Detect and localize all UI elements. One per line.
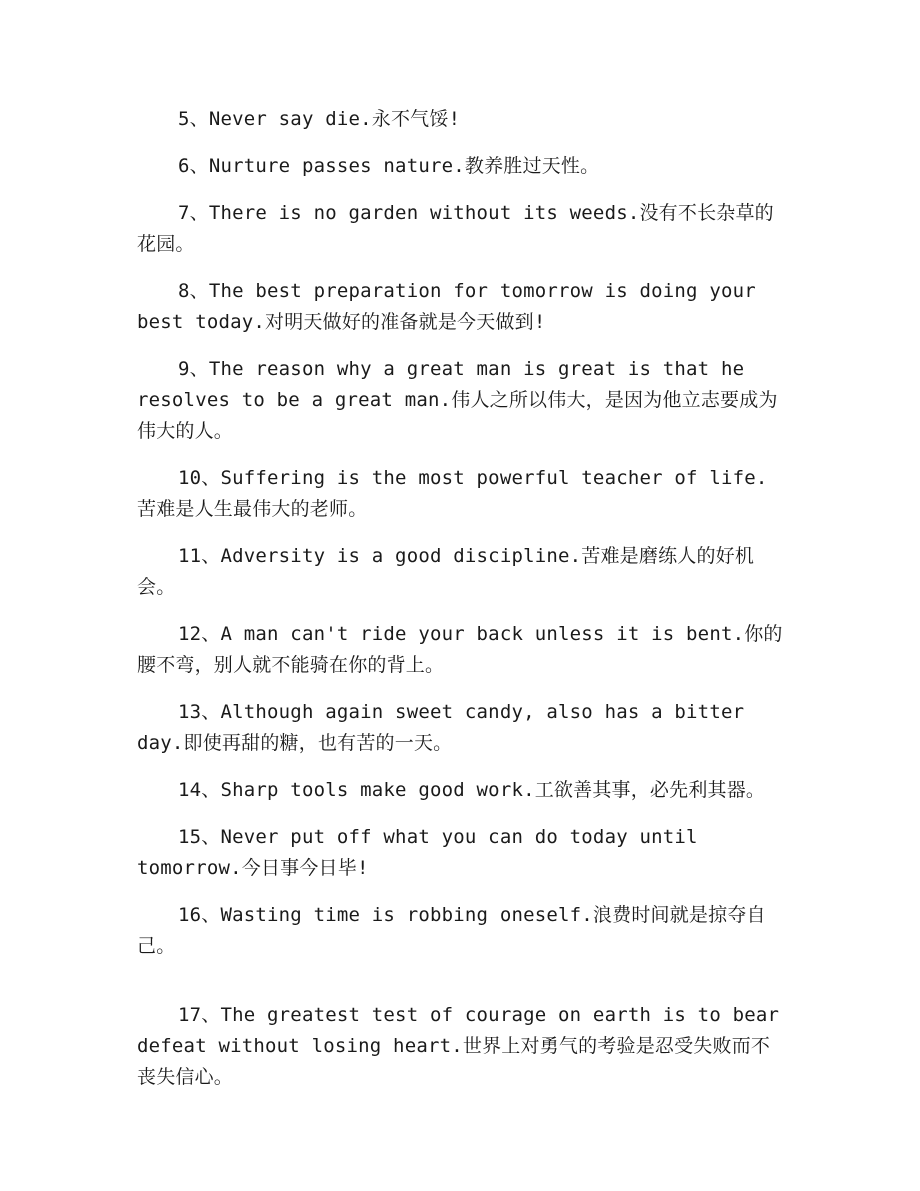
quote-item-11: 11、Adversity is a good discipline.苦难是磨练人的好机会。	[137, 545, 755, 598]
quote-item-14: 14、Sharp tools make good work.工欲善其事，必先利其器。	[178, 779, 766, 801]
quote-item-9: 9、The reason why a great man is great is that he resolves to be a great man.伟人之所以伟大，是因为他立志要成为伟大的人。	[137, 358, 778, 442]
quote-item-6: 6、Nurture passes nature.教养胜过天性。	[178, 155, 600, 177]
quote-item-5: 5、Never say die.永不气馁!	[178, 108, 461, 130]
quote-item-15: 15、Never put off what you can do today until tomorrow.今日事今日毕!	[137, 826, 698, 879]
quote-item-12: 12、A man can't ride your back unless it is bent.你的腰不弯，别人就不能骑在你的背上。	[137, 623, 783, 676]
quote-item-8: 8、The best preparation for tomorrow is doing your best today.对明天做好的准备就是今天做到!	[137, 280, 756, 333]
quote-item-16: 16、Wasting time is robbing oneself.浪费时间就是掠夺自己。	[137, 904, 766, 957]
quote-item-7: 7、There is no garden without its weeds.没有不长杂草的花园。	[137, 202, 774, 255]
quote-item-17: 17、The greatest test of courage on earth is to bear defeat without losing heart.世界上对勇气的考验是忍受失败而不丧失信心。	[137, 1004, 780, 1088]
quote-list	[137, 104, 785, 1109]
quote-item-10: 10、Suffering is the most powerful teacher of life.苦难是人生最伟大的老师。	[137, 467, 768, 520]
quote-item-13: 13、Although again sweet candy, also has a bitter day.即使再甜的糖，也有苦的一天。	[137, 701, 745, 754]
